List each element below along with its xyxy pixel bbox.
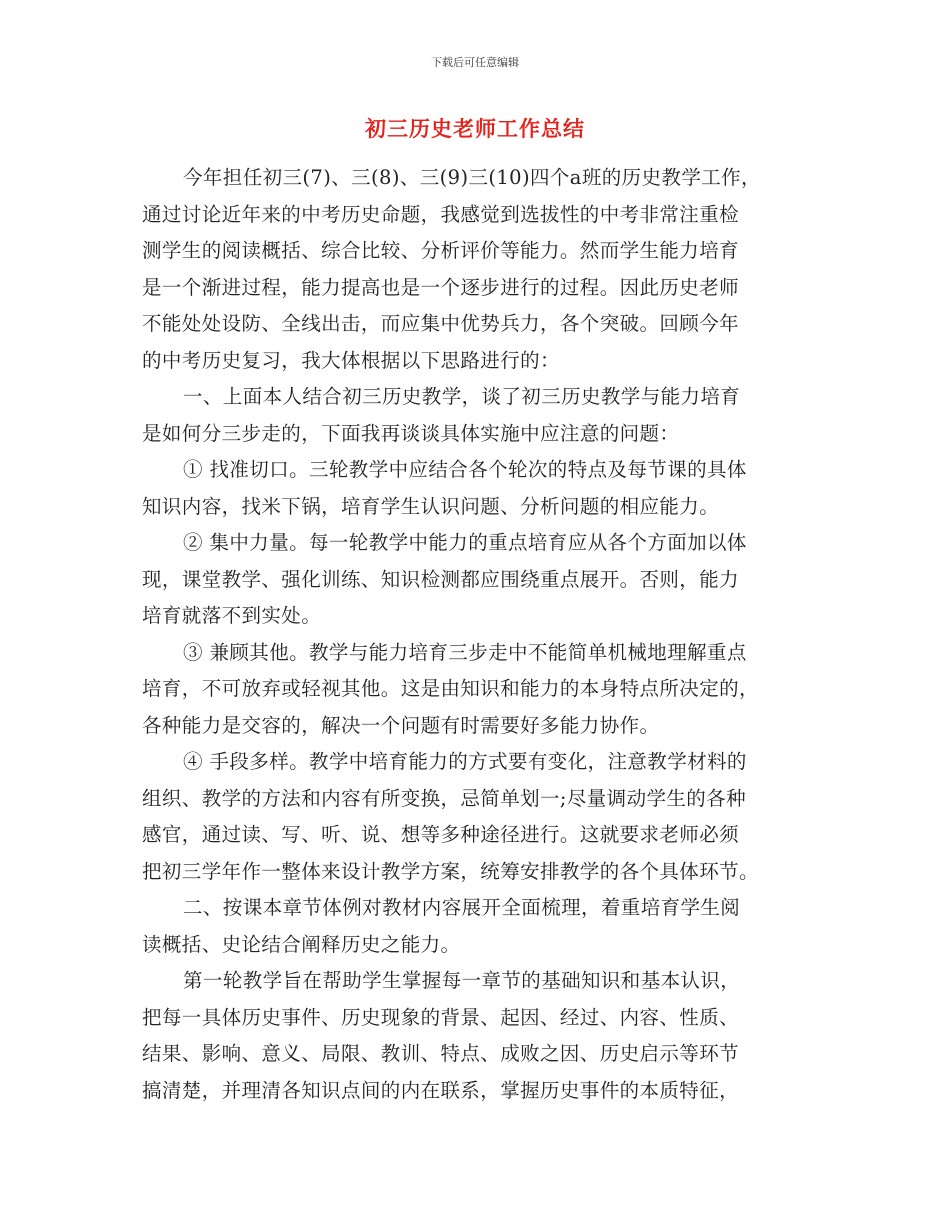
text-line: 的中考历史复习，我大体根据以下思路进行的： bbox=[142, 348, 560, 372]
text-line: 组织、教学的方法和内容有所变换，忌简单划一;尽量调动学生的各种 bbox=[142, 786, 746, 810]
text-line: 培育，不可放弃或轻视其他。这是由知识和能力的本身特点所决定的， bbox=[142, 677, 759, 700]
text-line: 第一轮教学旨在帮助学生掌握每一章节的基础知识和基本认识， bbox=[183, 969, 741, 992]
text-line: 现，课堂教学、强化训练、知识检测都应围绕重点展开。否则，能力 bbox=[142, 567, 740, 591]
text-line: 通过讨论近年来的中考历史命题，我感觉到选拔性的中考非常注重检 bbox=[142, 202, 740, 226]
document-body bbox=[142, 160, 822, 1109]
text-line: ③ 兼顾其他。教学与能力培育三步走中不能简单机械地理解重点 bbox=[183, 640, 747, 664]
text-line: ② 集中力量。每一轮教学中能力的重点培育应从各个方面加以体 bbox=[183, 531, 747, 554]
text-line: 搞清楚，并理清各知识点间的内在联系，掌握历史事件的本质特征， bbox=[142, 1078, 740, 1102]
text-line: 知识内容，找米下锅，培育学生认识问题、分析问题的相应能力。 bbox=[142, 494, 720, 518]
text-line: 把每一具体历史事件、历史现象的背景、起因、经过、内容、性质、 bbox=[142, 1005, 740, 1029]
header-note: 下载后可任意编辑 bbox=[431, 56, 519, 69]
text-line: 二、按课本章节体例对教材内容展开全面梳理，着重培育学生阅 bbox=[183, 896, 741, 919]
text-line: 读概括、史论结合阐释历史之能力。 bbox=[142, 932, 461, 956]
text-line: 不能处处设防、全线出击，而应集中优势兵力，各个突破。回顾今年 bbox=[142, 312, 740, 335]
text-line: ④ 手段多样。教学中培育能力的方式要有变化，注意教学材料的 bbox=[183, 750, 747, 773]
text-line: 今年担任初三(7)、三(8)、三(9)三(10)四个a班的历史教学工作， bbox=[183, 166, 761, 189]
text-line: 一、上面本人结合初三历史教学，谈了初三历史教学与能力培育 bbox=[183, 385, 741, 408]
text-line: 感官，通过读、写、听、说、想等多种途径进行。这就要求老师必须 bbox=[142, 823, 740, 846]
text-line: 各种能力是交容的，解决一个问题有时需要好多能力协作。 bbox=[142, 713, 660, 737]
document-title: 初三历史老师工作总结 bbox=[365, 116, 585, 141]
text-line: 结果、影响、意义、局限、教训、特点、成败之因、历史启示等环节 bbox=[142, 1042, 740, 1065]
text-line: 测学生的阅读概括、综合比较、分析评价等能力。然而学生能力培育 bbox=[142, 239, 740, 262]
text-line: 把初三学年作一整体来设计教学方案，统筹安排教学的各个具体环节。 bbox=[142, 859, 759, 883]
text-line: 是一个渐进过程，能力提高也是一个逐步进行的过程。因此历史老师 bbox=[142, 275, 740, 299]
text-line: 培育就落不到实处。 bbox=[142, 604, 322, 627]
text-line: ① 找准切口。三轮教学中应结合各个轮次的特点及每节课的具体 bbox=[183, 458, 747, 481]
text-line: 是如何分三步走的，下面我再谈谈具体实施中应注意的问题： bbox=[142, 421, 680, 445]
